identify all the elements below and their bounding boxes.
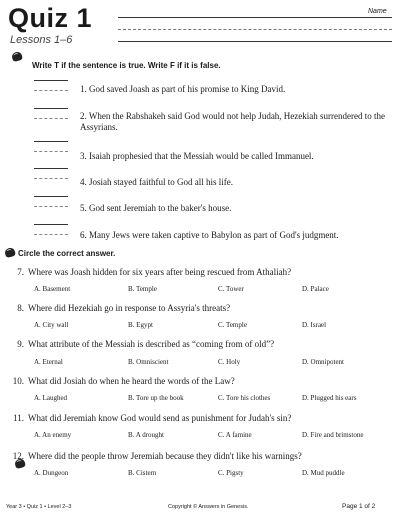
question-number: 10. xyxy=(12,376,24,386)
option-c[interactable]: C. Tower xyxy=(218,285,244,293)
name-label: Name xyxy=(368,8,387,15)
option-d[interactable]: D. Fire and brimstone xyxy=(302,431,364,439)
answer-blank[interactable] xyxy=(34,141,68,152)
question-text: Where did the people throw Jeremiah because they didn't like his warnings? xyxy=(28,451,302,461)
option-c[interactable]: C. Pigsty xyxy=(218,469,244,477)
answer-blank[interactable] xyxy=(34,196,68,207)
name-guide-line xyxy=(118,29,392,30)
quiz-title: Quiz 1 xyxy=(8,3,93,33)
item-number: 2. xyxy=(80,111,87,121)
question-text: What did Jeremiah know God would send as punishment for Judah's sin? xyxy=(28,413,292,423)
page-number: Page 1 of 2 xyxy=(342,503,376,510)
option-c[interactable]: C. Holy xyxy=(218,358,241,366)
option-d[interactable]: D. Israel xyxy=(302,321,327,329)
question-number: 7. xyxy=(17,267,24,277)
question xyxy=(8,339,400,350)
option-b[interactable]: B. A drought xyxy=(128,431,164,439)
question xyxy=(8,267,400,278)
name-line[interactable] xyxy=(118,17,392,18)
tf-item xyxy=(80,84,400,95)
option-c[interactable]: C. Tore his clothes xyxy=(218,394,271,402)
item-text: God saved Joash as part of his promise to King David. xyxy=(89,84,286,94)
question-text: Where was Joash hidden for six years after being rescued from Athaliah? xyxy=(28,267,292,277)
option-b[interactable]: B. Tore up the book xyxy=(128,394,184,402)
tf-item xyxy=(80,230,400,241)
option-b[interactable]: B. Omniscient xyxy=(128,358,169,366)
item-number: 5. xyxy=(80,203,87,213)
cricket-icon xyxy=(11,51,23,62)
footer-left: Year 3 • Quiz 1 • Level 2–3 xyxy=(6,504,72,510)
item-number: 1. xyxy=(80,84,87,94)
answer-blank[interactable] xyxy=(34,224,68,235)
quiz-subtitle: Lessons 1–6 xyxy=(10,34,73,46)
tf-item xyxy=(80,203,400,214)
option-a[interactable]: A. Laughed xyxy=(34,394,68,402)
answer-blank[interactable] xyxy=(34,168,68,179)
option-b[interactable]: B. Temple xyxy=(128,285,157,293)
item-number: 3. xyxy=(80,151,87,161)
item-number: 4. xyxy=(80,177,87,187)
question xyxy=(8,303,400,314)
option-c[interactable]: C. A famine xyxy=(218,431,252,439)
option-a[interactable]: A. Eternal xyxy=(34,358,63,366)
option-d[interactable]: D. Plugged his ears xyxy=(302,394,357,402)
option-d[interactable]: D. Omnipotent xyxy=(302,358,344,366)
question-number: 9. xyxy=(17,339,24,349)
answer-blank[interactable] xyxy=(34,80,68,91)
option-a[interactable]: A. Basement xyxy=(34,285,71,293)
section2-instruction: Circle the correct answer. xyxy=(18,249,116,258)
option-c[interactable]: C. Temple xyxy=(218,321,247,329)
question-number: 12. xyxy=(12,451,24,461)
option-a[interactable]: A. An enemy xyxy=(34,431,72,439)
item-text: God sent Jeremiah to the baker's house. xyxy=(89,203,232,213)
question-number: 8. xyxy=(17,303,24,313)
option-b[interactable]: B. Cistern xyxy=(128,469,157,477)
footer-copyright: Copyright © Answers in Genesis. xyxy=(168,504,249,510)
option-b[interactable]: B. Egypt xyxy=(128,321,153,329)
question xyxy=(8,451,400,462)
question-text: What did Josiah do when he heard the words of the Law? xyxy=(28,376,235,386)
cricket-icon xyxy=(4,247,16,258)
tf-item xyxy=(80,177,400,188)
item-text: Many Jews were taken captive to Babylon as part of God's judgment. xyxy=(89,230,339,240)
name-baseline xyxy=(118,41,392,42)
question-text: Where did Hezekiah go in response to Assyria's threats? xyxy=(28,303,231,313)
item-text: When the Rabshakeh said God would not help Judah, Hezekiah surrendered to the Assyrians. xyxy=(80,111,386,132)
option-d[interactable]: D. Palace xyxy=(302,285,329,293)
answer-blank[interactable] xyxy=(34,108,68,119)
option-a[interactable]: A. City wall xyxy=(34,321,69,329)
question-text: What attribute of the Messiah is described as “coming from of old”? xyxy=(28,339,275,349)
item-number: 6. xyxy=(80,230,87,240)
tf-item xyxy=(80,151,400,162)
item-text: Josiah stayed faithful to God all his life. xyxy=(89,177,233,187)
option-a[interactable]: A. Dungeon xyxy=(34,469,69,477)
question xyxy=(8,413,400,424)
tf-item xyxy=(80,111,400,133)
option-d[interactable]: D. Mud puddle xyxy=(302,469,345,477)
item-text: Isaiah prophesied that the Messiah would be called Immanuel. xyxy=(89,151,314,161)
section1-instruction: Write T if the sentence is true. Write F if it is false. xyxy=(32,61,221,70)
question xyxy=(8,376,400,387)
question-number: 11. xyxy=(13,413,24,423)
